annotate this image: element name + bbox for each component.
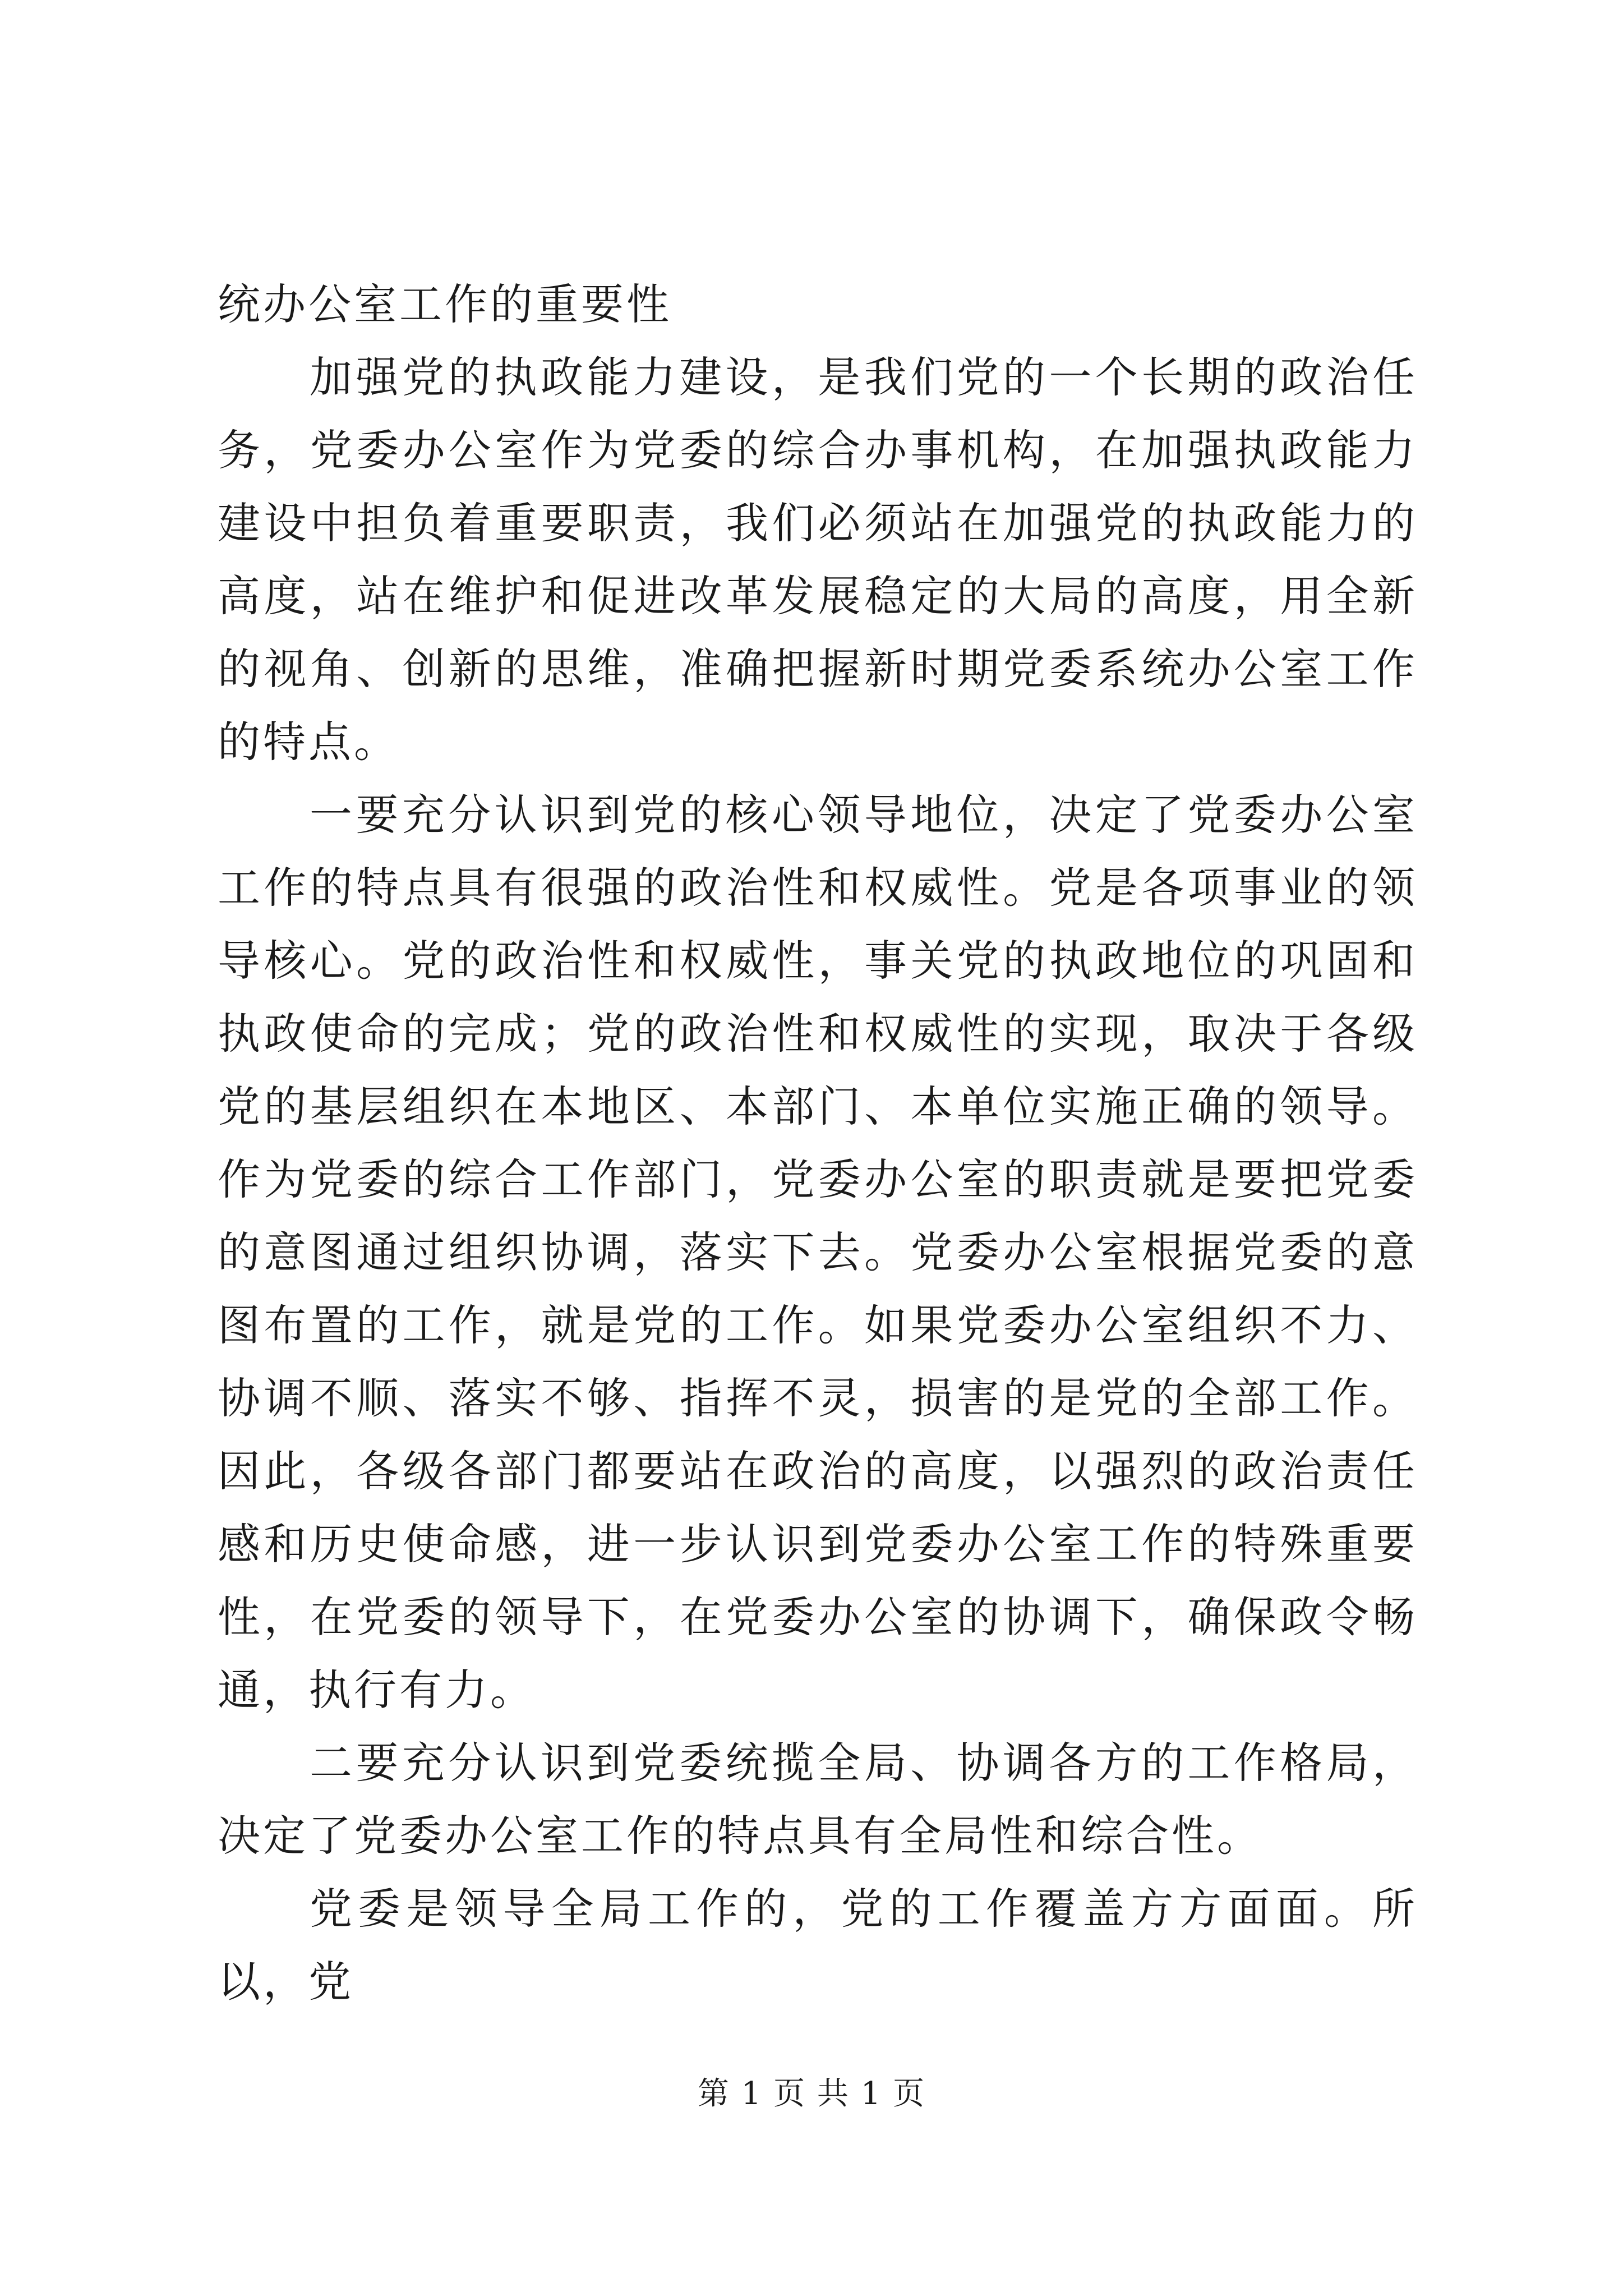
paragraph-2: 一要充分认识到党的核心领导地位，决定了党委办公室工作的特点具有很强的政治性和权威性。党是各项事业的领导核心。党的政治性和权威性，事关党的执政地位的巩固和执政使命的完成；党的政治性和权威性的实现，取决于各级党的基层组织在本地区、本部门、本单位实施正确的领导。作为党委的综合工作部门，党委办公室的职责就是要把党委的意图通过组织协调，落实下去。党委办公室根据党委的意图布置的工作，就是党的工作。如果党委办公室组织不力、协调不顺、落实不够、指挥不灵，损害的是党的全部工作。因此，各级各部门都要站在政治的高度，以强烈的政治责任感和历史使命感，进一步认识到党委办公室工作的特殊重要性，在党委的领导下，在党委办公室的协调下，确保政令畅通，执行有力。 — [218, 790, 1418, 1715]
paragraph-1: 加强党的执政能力建设，是我们党的一个长期的政治任务，党委办公室作为党委的综合办事机构，在加强执政能力建设中担负着重要职责，我们必须站在加强党的执政能力的高度，站在维护和促进改革发展稳定的大局的高度，用全新的视角、创新的思维，准确把握新时期党委系统办公室工作的特点。 — [218, 352, 1418, 767]
paragraph-4: 党委是领导全局工作的，党的工作覆盖方方面面。所以，党 — [218, 1884, 1418, 2007]
lead-line: 统办公室工作的重要性 — [218, 279, 672, 329]
page-footer: 第 1 页 共 1 页 — [697, 2076, 926, 2112]
paragraph-3: 二要充分认识到党委统揽全局、协调各方的工作格局，决定了党委办公室工作的特点具有全局性和综合性。 — [218, 1738, 1418, 1861]
document-body — [218, 268, 1418, 2018]
